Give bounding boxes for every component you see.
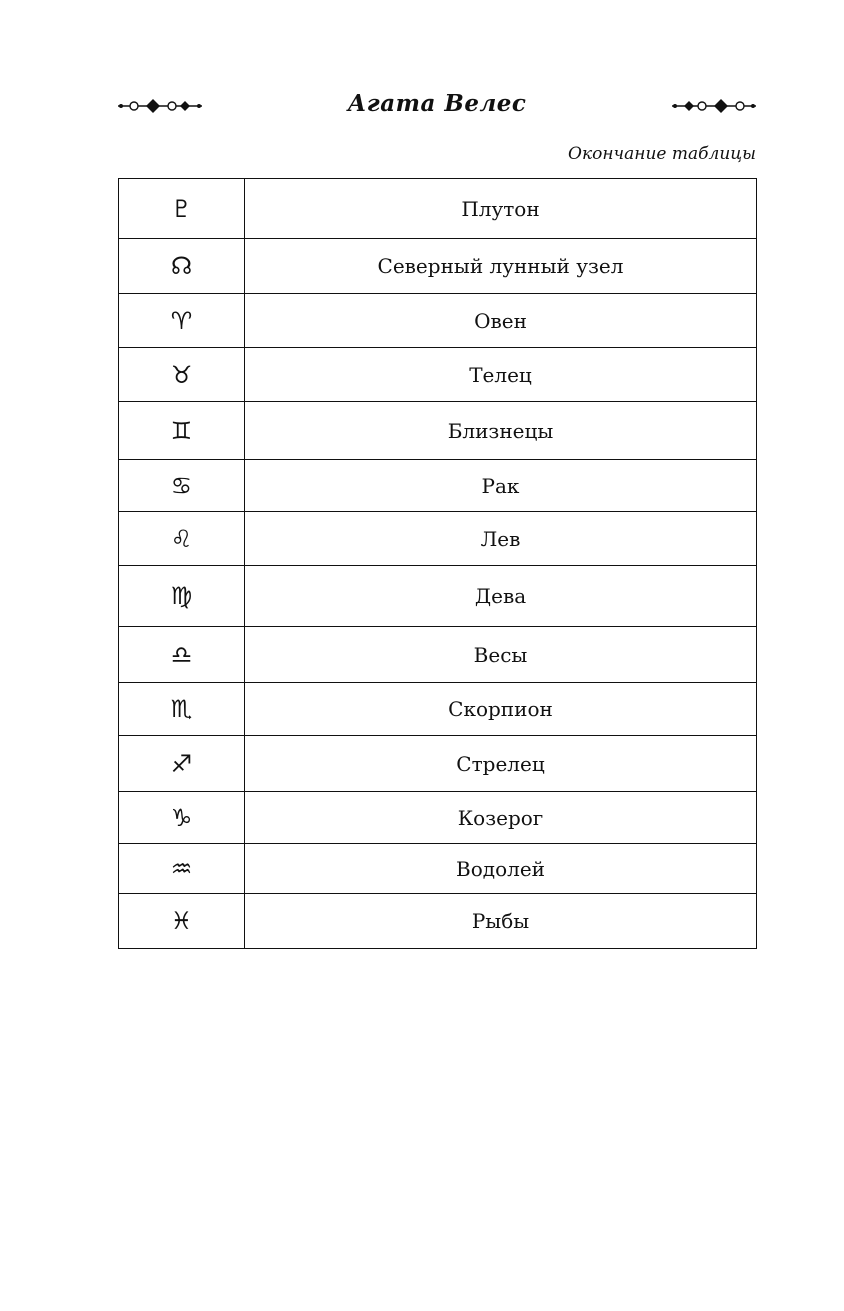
table-row xyxy=(119,844,757,894)
row-name: Рак xyxy=(245,460,757,512)
row-name: Овен xyxy=(245,294,757,348)
scorpio-icon: ♏ xyxy=(119,683,245,736)
row-name: Северный лунный узел xyxy=(245,239,757,294)
row-name: Дева xyxy=(245,566,757,627)
author-name: Агата Велес xyxy=(347,90,527,117)
row-name: Лев xyxy=(245,512,757,566)
north-node-icon: ☊ xyxy=(119,239,245,294)
row-name: Стрелец xyxy=(245,736,757,792)
table-row xyxy=(119,294,757,348)
table-row xyxy=(119,736,757,792)
gemini-icon: ♊ xyxy=(119,402,245,460)
libra-icon: ♎ xyxy=(119,627,245,683)
aquarius-icon: ♒ xyxy=(119,844,245,894)
table-row xyxy=(119,566,757,627)
row-name: Весы xyxy=(245,627,757,683)
table-row xyxy=(119,683,757,736)
running-head xyxy=(117,88,757,124)
virgo-icon: ♍ xyxy=(119,566,245,627)
row-name: Водолей xyxy=(245,844,757,894)
table-row xyxy=(119,627,757,683)
row-name: Телец xyxy=(245,348,757,402)
sagittarius-icon: ♐ xyxy=(119,736,245,792)
row-name: Скорпион xyxy=(245,683,757,736)
row-name: Плутон xyxy=(245,179,757,239)
astrology-symbols-table xyxy=(118,178,757,949)
row-name: Близнецы xyxy=(245,402,757,460)
row-name: Козерог xyxy=(245,792,757,844)
table-row xyxy=(119,894,757,949)
table-row xyxy=(119,348,757,402)
leo-icon: ♌ xyxy=(119,512,245,566)
aries-icon: ♈ xyxy=(119,294,245,348)
table-caption: Окончание таблицы xyxy=(568,144,756,164)
cancer-icon: ♋ xyxy=(119,460,245,512)
table-row xyxy=(119,512,757,566)
pluto-icon: ♇ xyxy=(119,179,245,239)
table-row xyxy=(119,460,757,512)
pisces-icon: ♓ xyxy=(119,894,245,949)
capricorn-icon: ♑ xyxy=(119,792,245,844)
ornament-right-icon xyxy=(671,96,757,116)
row-name: Рыбы xyxy=(245,894,757,949)
table-row xyxy=(119,792,757,844)
taurus-icon: ♉ xyxy=(119,348,245,402)
table-row xyxy=(119,239,757,294)
table-row xyxy=(119,179,757,239)
table-row xyxy=(119,402,757,460)
